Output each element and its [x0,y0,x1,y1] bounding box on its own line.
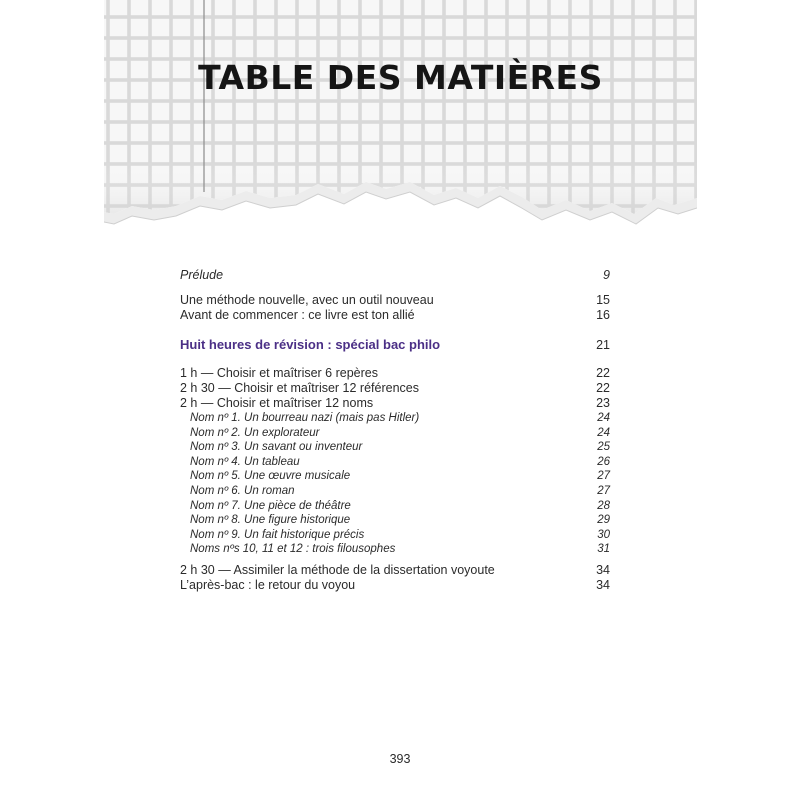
toc-entry-page: 26 [597,455,610,468]
toc-entry [180,396,610,411]
toc-entry-label: Nom nº 8. Une figure historique [190,514,351,527]
toc-entry-page: 27 [597,484,610,497]
toc-entry-label: Noms nºs 10, 11 et 12 : trois filousophes [190,543,396,556]
toc-entry-page: 30 [597,528,610,541]
toc-section-label: Huit heures de révision : spécial bac philo [180,337,441,352]
toc-entry-label: 1 h — Choisir et maîtriser 6 repères [180,366,378,380]
toc-entry [180,293,610,308]
toc-entry-page: 25 [597,441,610,454]
toc-entry-page: 9 [603,268,610,282]
toc-entry-label: Avant de commencer : ce livre est ton allié [180,308,415,322]
toc-entry-label: 2 h — Choisir et maîtriser 12 noms [180,396,374,410]
toc-entry [180,563,610,578]
table-of-contents [180,268,610,593]
toc-entry-label: L’après-bac : le retour du voyou [180,577,356,592]
toc-subentry [180,455,610,470]
toc-entry-label: Prélude [180,268,224,282]
toc-entry [180,308,610,323]
toc-entry-page: 21 [596,338,610,352]
toc-entry-label: Nom nº 2. Un explorateur [190,426,320,439]
toc-subentry [180,542,610,557]
toc-entry-page: 22 [596,381,610,395]
toc-entry-page: 27 [597,470,610,483]
toc-entry-page: 34 [596,562,610,577]
toc-subentry [180,484,610,499]
toc-entry [180,366,610,381]
toc-entry-label: 2 h 30 — Choisir et maîtriser 12 références [180,381,419,395]
toc-section-heading [180,337,610,352]
toc-subentry [180,528,610,543]
toc-entry-label: Nom nº 1. Un bourreau nazi (mais pas Hitler) [190,412,420,424]
page-number: 393 [389,752,411,766]
toc-entry-page: 22 [596,366,610,380]
toc-entry-page: 29 [597,514,610,527]
toc-subentry [180,513,610,528]
toc-entry-page: 34 [596,577,610,592]
grid-paper-header [104,0,697,235]
toc-entry-page: 28 [597,499,610,512]
toc-entry-page: 15 [596,293,610,307]
toc-entry-page: 23 [596,396,610,410]
toc-entry-page: 24 [597,426,610,439]
toc-entry-label: Nom nº 7. Une pièce de théâtre [190,499,351,512]
toc-subentry [180,499,610,514]
toc-subentry [180,469,610,484]
toc-subentry [180,426,610,441]
toc-entry [180,578,610,593]
toc-entry-page: 24 [597,412,610,424]
toc-entry-label: Nom nº 9. Un fait historique précis [190,528,365,541]
toc-entry-label: 2 h 30 — Assimiler la méthode de la dissertation voyoute [180,562,495,577]
toc-entry [180,381,610,396]
toc-subentry [180,411,610,426]
toc-subentry [180,440,610,455]
page-title: TABLE DES MATIÈRES [198,58,603,97]
toc-entry-label: Nom nº 6. Un roman [190,484,295,497]
toc-entry-label: Nom nº 4. Un tableau [190,455,300,468]
toc-entry-label: Une méthode nouvelle, avec un outil nouveau [180,293,434,307]
toc-entry-page: 31 [597,543,610,556]
toc-entry-label: Nom nº 3. Un savant ou inventeur [190,441,363,454]
toc-entry-page: 16 [596,308,610,322]
toc-entry-prelude [180,268,610,283]
toc-entry-label: Nom nº 5. Une œuvre musicale [190,470,351,483]
